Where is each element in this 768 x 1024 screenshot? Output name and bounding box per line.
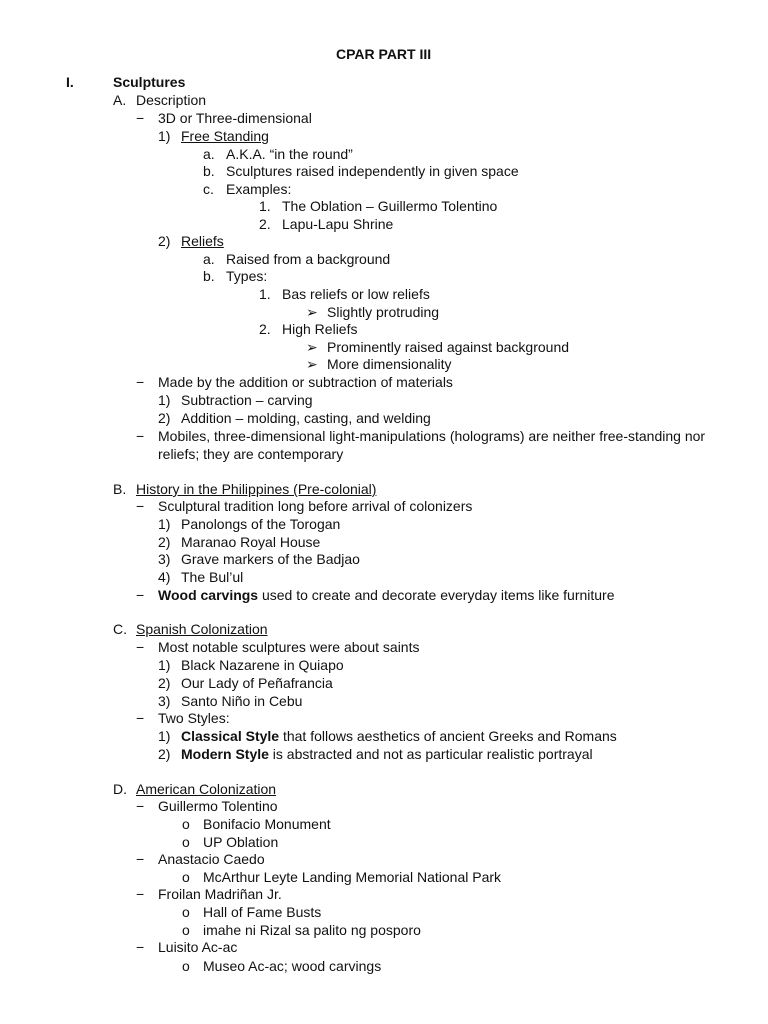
list-item: Examples: bbox=[226, 181, 292, 197]
list-item bbox=[181, 746, 593, 763]
circle-bullet-icon: o bbox=[182, 958, 190, 974]
dash-bullet: − bbox=[136, 710, 145, 726]
section-number: I. bbox=[66, 74, 74, 90]
list-number: 2. bbox=[259, 216, 271, 232]
subsection-title: Description bbox=[136, 92, 207, 108]
list-item-heading: Reliefs bbox=[181, 233, 224, 249]
list-letter: b. bbox=[203, 268, 215, 284]
list-item: UP Oblation bbox=[203, 834, 279, 850]
list-item: Museo Ac-ac; wood carvings bbox=[203, 958, 382, 974]
list-number: 1. bbox=[259, 198, 271, 214]
list-number: 3) bbox=[158, 551, 171, 567]
term-description: that follows aesthetics of ancient Greeks and Romans bbox=[279, 728, 617, 744]
circle-bullet-icon: o bbox=[182, 922, 190, 938]
subsection-title: Spanish Colonization bbox=[136, 621, 268, 637]
subsection-marker: C. bbox=[113, 621, 127, 637]
list-number: 1) bbox=[158, 516, 171, 532]
bold-term: Wood carvings bbox=[158, 587, 259, 603]
list-item: Hall of Fame Busts bbox=[203, 904, 322, 920]
list-item: Sculptures raised independently in given space bbox=[226, 163, 519, 179]
list-item: Mobiles, three-dimensional light-manipulations (holograms) are neither free-standing nor bbox=[158, 428, 706, 444]
section-heading: Sculptures bbox=[113, 74, 186, 90]
dash-bullet: − bbox=[136, 886, 145, 902]
list-item: Santo Niño in Cebu bbox=[181, 693, 303, 709]
subsection-marker: A. bbox=[113, 92, 127, 108]
list-item: Luisito Ac-ac bbox=[158, 939, 238, 955]
list-item: Froilan Madriñan Jr. bbox=[158, 886, 282, 902]
list-number: 1) bbox=[158, 657, 171, 673]
subsection-title: American Colonization bbox=[136, 781, 277, 797]
subsection-title: History in the Philippines (Pre-colonial) bbox=[136, 481, 377, 497]
list-item: Made by the addition or subtraction of materials bbox=[158, 374, 453, 390]
arrow-bullet-icon: ➢ bbox=[306, 304, 318, 320]
list-item: 3D or Three-dimensional bbox=[158, 110, 312, 126]
list-item: Lapu-Lapu Shrine bbox=[282, 216, 394, 232]
list-item: Bonifacio Monument bbox=[203, 816, 331, 832]
list-item: The Bul’ul bbox=[181, 569, 244, 585]
list-item: Our Lady of Peñafrancia bbox=[181, 675, 333, 691]
term-description: is abstracted and not as particular realistic portrayal bbox=[268, 746, 593, 762]
list-item: More dimensionality bbox=[327, 356, 452, 372]
list-number: 2) bbox=[158, 746, 171, 762]
bold-term: Modern Style bbox=[181, 746, 269, 762]
list-item: Maranao Royal House bbox=[181, 534, 321, 550]
list-item: Two Styles: bbox=[158, 710, 230, 726]
dash-bullet: − bbox=[136, 428, 145, 444]
list-number: 2) bbox=[158, 534, 171, 550]
list-number: 2. bbox=[259, 321, 271, 337]
dash-bullet: − bbox=[136, 498, 145, 514]
list-item: A.K.A. “in the round” bbox=[226, 146, 353, 162]
circle-bullet-icon: o bbox=[182, 834, 190, 850]
list-letter: a. bbox=[203, 251, 215, 267]
list-item: Black Nazarene in Quiapo bbox=[181, 657, 344, 673]
subsection-marker: D. bbox=[113, 781, 127, 797]
list-letter: a. bbox=[203, 146, 215, 162]
list-letter: b. bbox=[203, 163, 215, 179]
list-letter: c. bbox=[203, 181, 214, 197]
list-number: 1) bbox=[158, 728, 171, 744]
list-item bbox=[158, 587, 615, 604]
list-number: 2) bbox=[158, 675, 171, 691]
dash-bullet: − bbox=[136, 374, 145, 390]
list-item: The Oblation – Guillermo Tolentino bbox=[282, 198, 498, 214]
list-item: Guillermo Tolentino bbox=[158, 798, 278, 814]
list-number: 3) bbox=[158, 693, 171, 709]
list-item: imahe ni Rizal sa palito ng posporo bbox=[203, 922, 421, 938]
list-item: Addition – molding, casting, and welding bbox=[181, 410, 431, 426]
list-item-heading: Free Standing bbox=[181, 128, 269, 144]
list-number: 1. bbox=[259, 286, 271, 302]
list-item: Types: bbox=[226, 268, 268, 284]
list-item: Raised from a background bbox=[226, 251, 391, 267]
page-title: CPAR PART III bbox=[336, 46, 432, 62]
list-item: Subtraction – carving bbox=[181, 392, 313, 408]
dash-bullet: − bbox=[136, 939, 145, 955]
list-item: Prominently raised against background bbox=[327, 339, 570, 355]
dash-bullet: − bbox=[136, 110, 145, 126]
list-item: Panolongs of the Torogan bbox=[181, 516, 341, 532]
term-description: used to create and decorate everyday items like furniture bbox=[258, 587, 615, 603]
list-number: 2) bbox=[158, 233, 171, 249]
list-number: 2) bbox=[158, 410, 171, 426]
list-item: Sculptural tradition long before arrival of colonizers bbox=[158, 498, 473, 514]
list-item: Bas reliefs or low reliefs bbox=[282, 286, 430, 302]
list-item: Grave markers of the Badjao bbox=[181, 551, 360, 567]
dash-bullet: − bbox=[136, 587, 145, 603]
circle-bullet-icon: o bbox=[182, 816, 190, 832]
list-item: McArthur Leyte Landing Memorial National Park bbox=[203, 869, 502, 885]
list-number: 1) bbox=[158, 128, 171, 144]
list-item: Most notable sculptures were about saints bbox=[158, 639, 420, 655]
subsection-marker: B. bbox=[113, 481, 127, 497]
list-number: 4) bbox=[158, 569, 171, 585]
circle-bullet-icon: o bbox=[182, 904, 190, 920]
dash-bullet: − bbox=[136, 639, 145, 655]
list-item: Slightly protruding bbox=[327, 304, 440, 320]
list-item: Anastacio Caedo bbox=[158, 851, 265, 867]
list-item: High Reliefs bbox=[282, 321, 358, 337]
arrow-bullet-icon: ➢ bbox=[306, 356, 318, 372]
circle-bullet-icon: o bbox=[182, 869, 190, 885]
list-item bbox=[181, 728, 617, 745]
list-item-continuation: reliefs; they are contemporary bbox=[158, 446, 344, 462]
bold-term: Classical Style bbox=[181, 728, 280, 744]
dash-bullet: − bbox=[136, 851, 145, 867]
dash-bullet: − bbox=[136, 798, 145, 814]
arrow-bullet-icon: ➢ bbox=[306, 339, 318, 355]
list-number: 1) bbox=[158, 392, 171, 408]
